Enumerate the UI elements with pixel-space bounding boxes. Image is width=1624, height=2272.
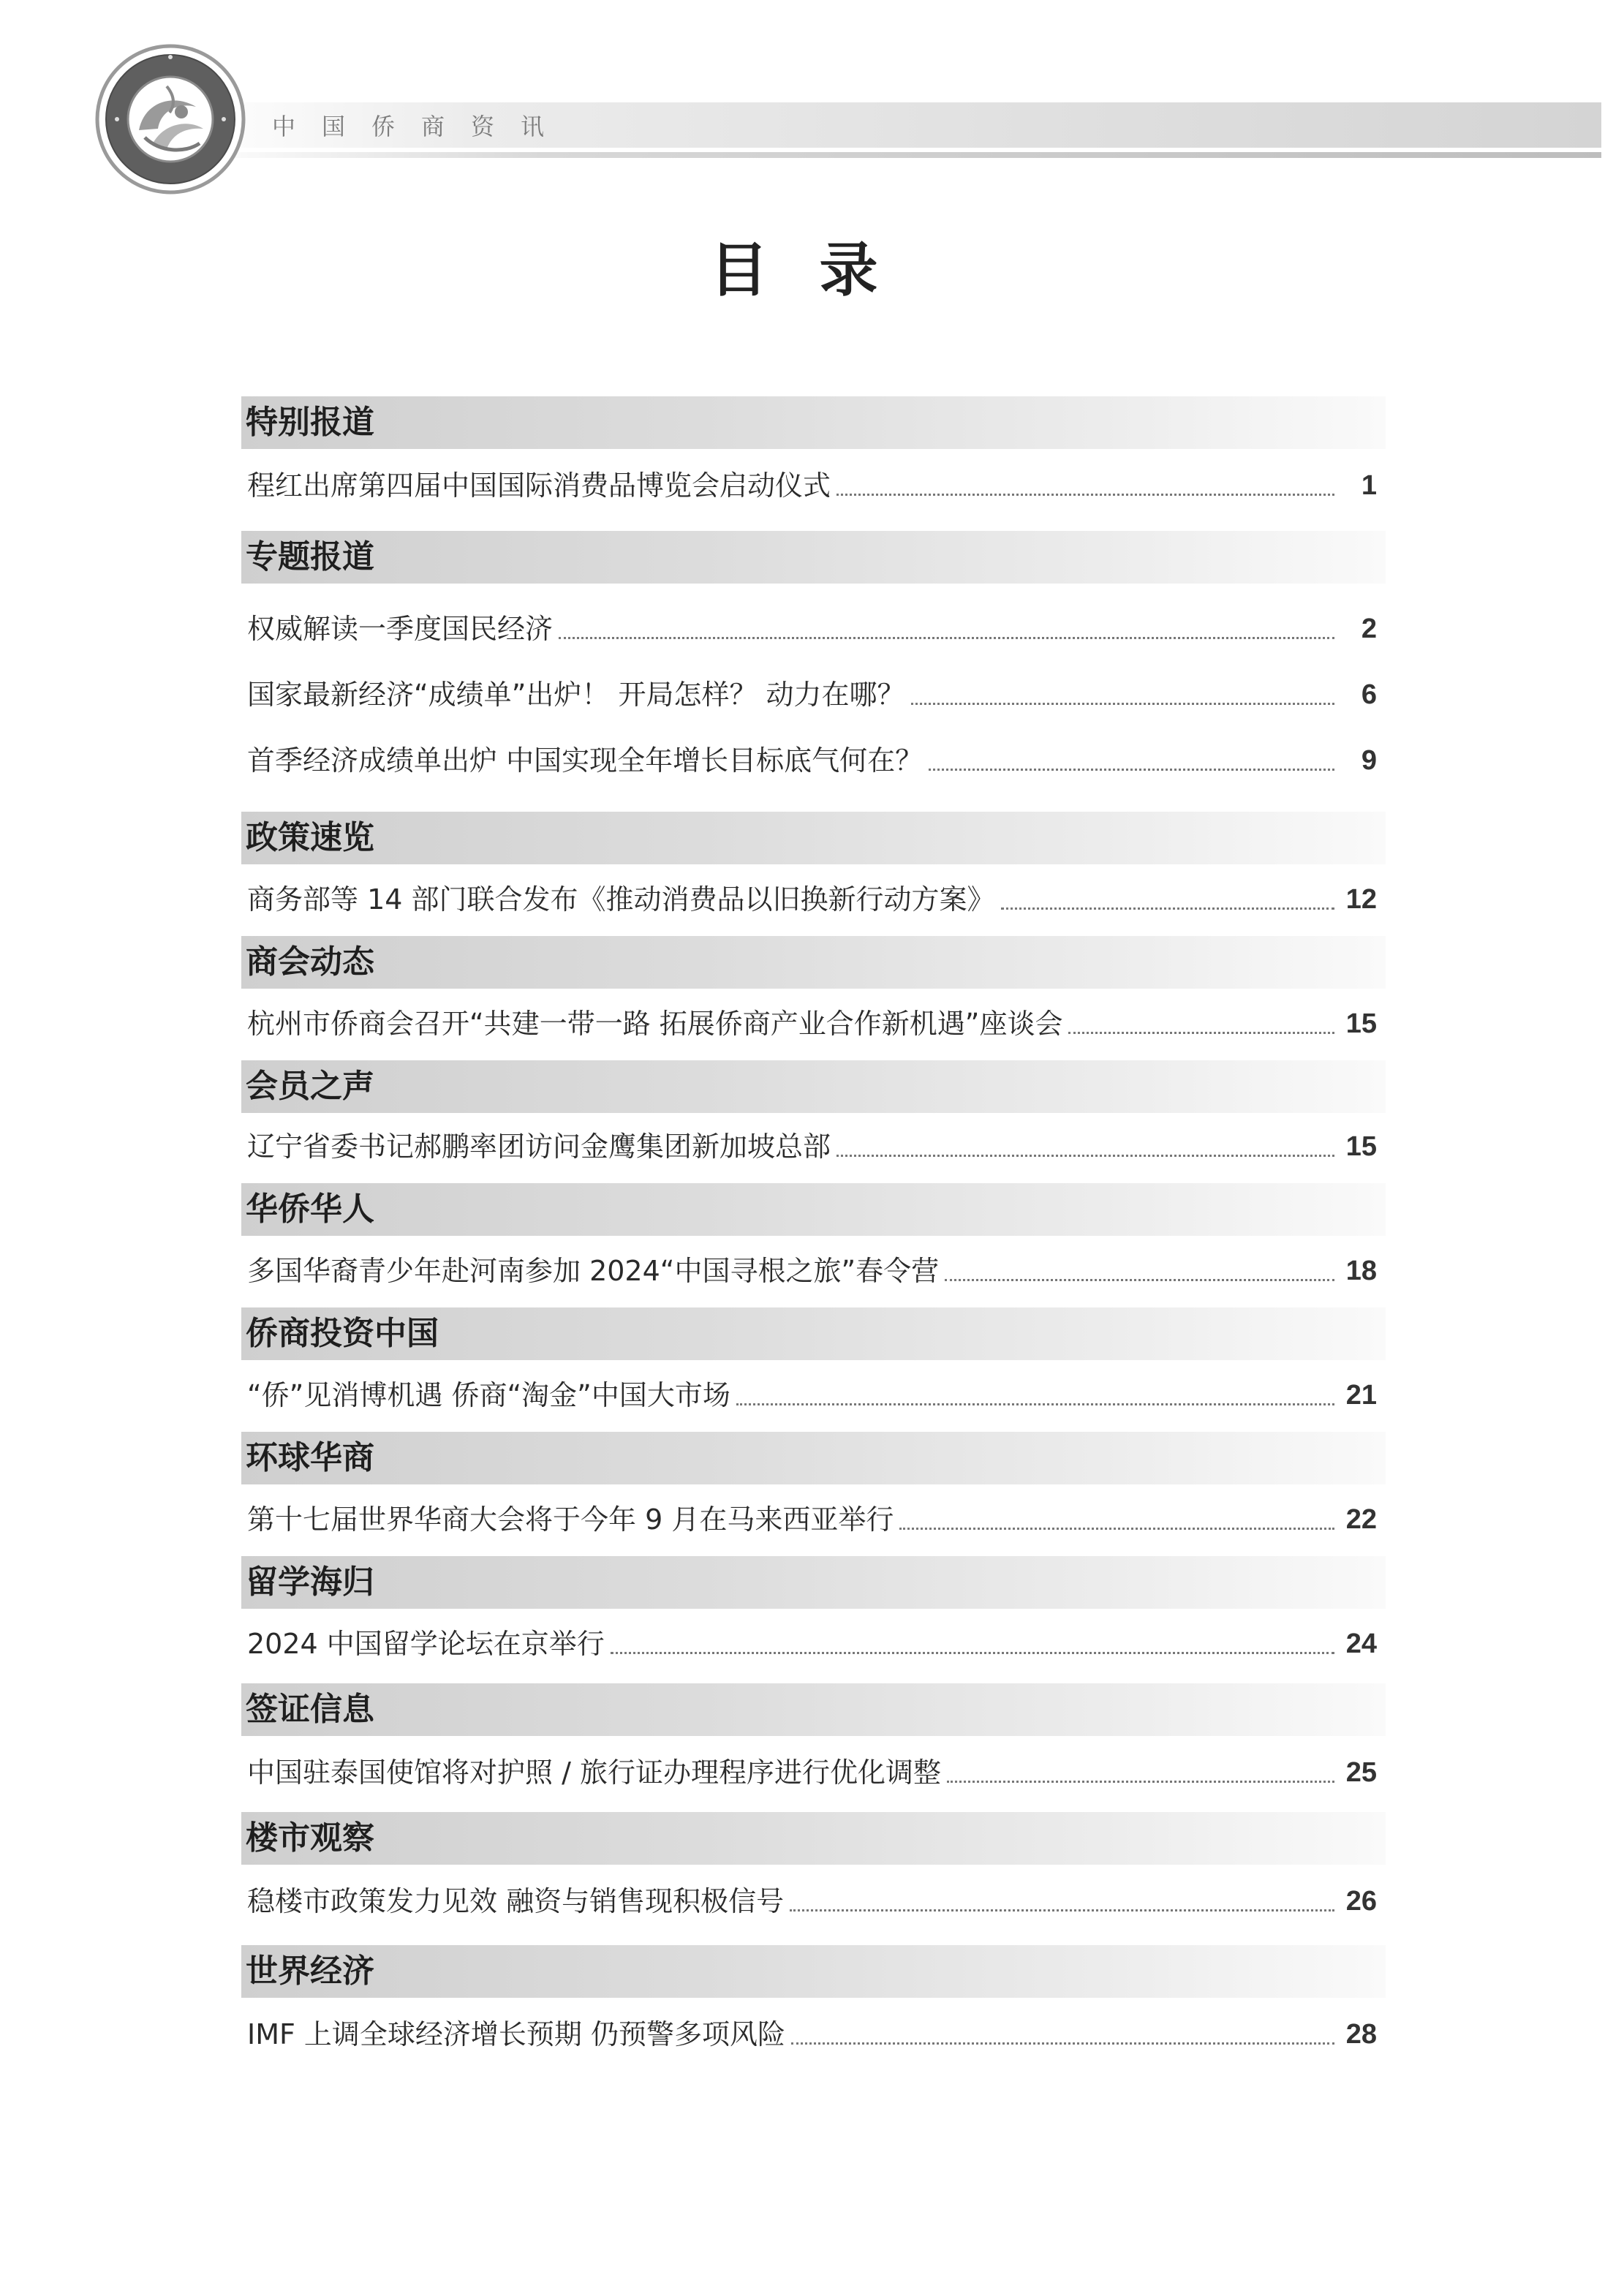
toc-entry-page: 28 xyxy=(1345,2019,1377,2050)
toc-entry-title: 稳楼市政策发力见效 融资与销售现积极信号 xyxy=(247,1885,785,1917)
dot-leader xyxy=(1068,1032,1334,1034)
header-rule xyxy=(190,152,1601,158)
toc-entry-page: 25 xyxy=(1345,1757,1377,1788)
dot-leader xyxy=(791,2042,1334,2045)
toc-entry[interactable] xyxy=(247,1126,1377,1167)
toc-entry-page: 2 xyxy=(1361,614,1377,644)
section-bar xyxy=(241,396,1386,449)
toc-entry-page: 9 xyxy=(1361,745,1377,776)
section-heading: 政策速览 xyxy=(246,819,374,856)
section-heading: 专题报道 xyxy=(246,538,374,575)
toc-entry-title: 2024 中国留学论坛在京举行 xyxy=(247,1628,605,1660)
section-bar xyxy=(241,1556,1386,1609)
toc-entry[interactable] xyxy=(247,1881,1377,1922)
dot-leader xyxy=(899,1528,1334,1530)
toc-entry-title: 辽宁省委书记郝鹏率团访问金鹰集团新加坡总部 xyxy=(247,1131,831,1163)
section-heading: 留学海归 xyxy=(246,1563,374,1601)
section-heading: 会员之声 xyxy=(246,1068,374,1105)
toc-entry-page: 12 xyxy=(1345,884,1377,915)
toc-entry[interactable] xyxy=(247,608,1377,649)
toc-entry[interactable] xyxy=(247,465,1377,506)
toc-entry[interactable] xyxy=(247,1375,1377,1416)
section-heading: 商会动态 xyxy=(246,943,374,981)
toc-entry-title: IMF 上调全球经济增长预期 仍预警多项风险 xyxy=(247,2018,786,2050)
page-title: 目录 xyxy=(709,236,929,304)
toc-entry-title: “侨”见消博机遇 侨商“淘金”中国大市场 xyxy=(247,1379,730,1411)
dot-leader xyxy=(736,1403,1334,1405)
toc-entry-title: 程红出席第四届中国国际消费品博览会启动仪式 xyxy=(247,469,831,502)
toc-entry-title: 第十七届世界华商大会将于今年 9 月在马来西亚举行 xyxy=(247,1503,894,1536)
dot-leader xyxy=(1001,907,1334,910)
section-bar xyxy=(241,936,1386,989)
section-heading: 世界经济 xyxy=(246,1952,374,1990)
toc-entry-title: 首季经济成绩单出炉 中国实现全年增长目标底气何在？ xyxy=(247,744,924,777)
dot-leader xyxy=(929,769,1334,771)
toc-entry-page: 15 xyxy=(1345,1131,1377,1162)
section-bar xyxy=(241,1683,1386,1736)
toc-entry-page: 6 xyxy=(1361,679,1377,710)
toc-entry[interactable] xyxy=(247,879,1377,920)
toc-entry[interactable] xyxy=(247,740,1377,781)
section-bar xyxy=(241,531,1386,584)
dot-leader xyxy=(790,1909,1334,1911)
toc-entry[interactable] xyxy=(247,1003,1377,1044)
section-bar xyxy=(241,1060,1386,1113)
federation-logo xyxy=(94,42,247,196)
section-bar xyxy=(241,1812,1386,1865)
toc-entry-page: 21 xyxy=(1345,1380,1377,1411)
toc-entry-title: 权威解读一季度国民经济 xyxy=(247,613,554,645)
section-bar xyxy=(241,1945,1386,1998)
section-bar xyxy=(241,1183,1386,1236)
toc-entry-page: 22 xyxy=(1345,1504,1377,1535)
section-bar xyxy=(241,1432,1386,1484)
section-heading: 特别报道 xyxy=(246,404,374,441)
section-heading: 华侨华人 xyxy=(246,1190,374,1228)
header-title: 中国侨商资讯 xyxy=(272,113,571,140)
section-bar xyxy=(241,812,1386,864)
toc-entry-title: 国家最新经济“成绩单”出炉！ 开局怎样？ 动力在哪？ xyxy=(247,679,905,711)
toc-entry[interactable] xyxy=(247,1623,1377,1664)
dot-leader xyxy=(945,1279,1334,1281)
section-heading: 环球华商 xyxy=(246,1439,374,1476)
section-heading: 签证信息 xyxy=(246,1691,374,1728)
toc-entry[interactable] xyxy=(247,2014,1377,2055)
toc-entry-page: 26 xyxy=(1345,1886,1377,1917)
toc-entry-title: 杭州市侨商会召开“共建一带一路 拓展侨商产业合作新机遇”座谈会 xyxy=(247,1008,1063,1040)
dot-leader xyxy=(947,1781,1334,1783)
section-heading: 侨商投资中国 xyxy=(246,1315,439,1352)
dot-leader xyxy=(559,637,1334,639)
toc-entry-page: 1 xyxy=(1361,470,1377,501)
toc-entry[interactable] xyxy=(247,674,1377,715)
toc-entry[interactable] xyxy=(247,1752,1377,1793)
toc-entry[interactable] xyxy=(247,1250,1377,1291)
section-heading: 楼市观察 xyxy=(246,1819,374,1857)
toc-entry-title: 中国驻泰国使馆将对护照 / 旅行证办理程序进行优化调整 xyxy=(247,1756,941,1789)
toc-entry-title: 商务部等 14 部门联合发布《推动消费品以旧换新行动方案》 xyxy=(247,883,995,916)
dot-leader xyxy=(911,703,1334,705)
toc-entry[interactable] xyxy=(247,1499,1377,1540)
toc-entry-page: 18 xyxy=(1345,1256,1377,1286)
dot-leader xyxy=(836,494,1334,496)
toc-entry-page: 24 xyxy=(1345,1628,1377,1659)
dot-leader xyxy=(611,1652,1334,1654)
toc-entry-page: 15 xyxy=(1345,1008,1377,1039)
toc-entry-title: 多国华裔青少年赴河南参加 2024“中国寻根之旅”春令营 xyxy=(247,1255,940,1287)
dot-leader xyxy=(836,1155,1334,1157)
